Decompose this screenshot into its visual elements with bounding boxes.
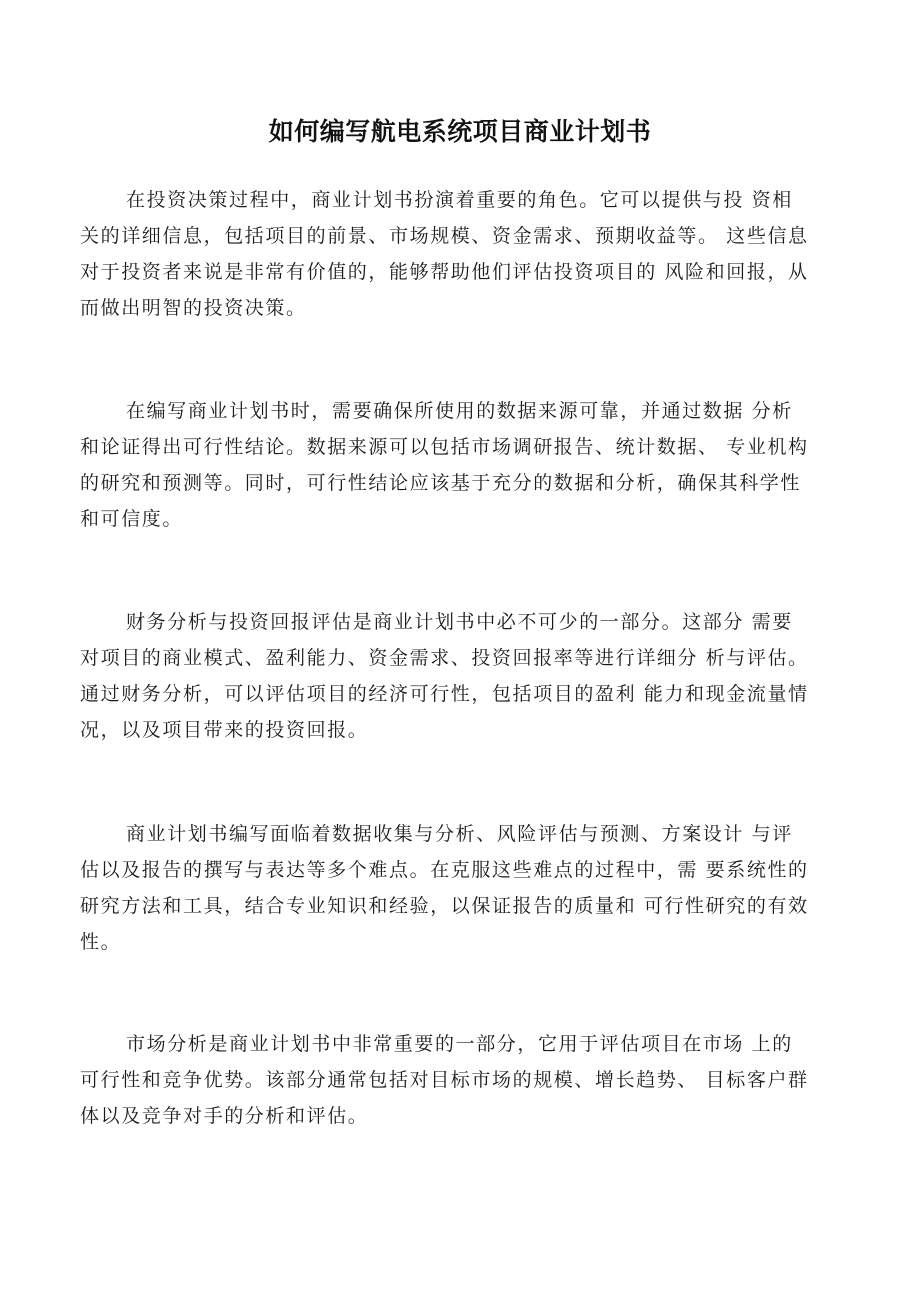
paragraph-difficulties — [80, 816, 840, 960]
paragraph-line: 对于投资者来说是非常有价值的，能够帮助他们评估投资项目的 风险和回报，从 — [80, 261, 809, 283]
paragraph-line: 关的详细信息，包括项目的前景、市场规模、资金需求、预期收益等。 这些信息 — [80, 225, 809, 247]
paragraph-line: 和可信度。 — [80, 508, 184, 530]
paragraph-line: 而做出明智的投资决策。 — [80, 297, 307, 319]
paragraph-line: 通过财务分析，可以评估项目的经济可行性，包括项目的盈利 能力和现金流量情 — [80, 683, 809, 705]
paragraph-line: 的研究和预测等。同时，可行性结论应该基于充分的数据和分析，确保其科学性 — [80, 472, 802, 494]
paragraph-line: 估以及报告的撰写与表达等多个难点。在克服这些难点的过程中，需 要系统性的 — [80, 859, 809, 881]
paragraph-market-analysis — [80, 1026, 840, 1134]
paragraph-investment-decision — [80, 182, 840, 326]
paragraph-line: 况，以及项目带来的投资回报。 — [80, 719, 369, 741]
paragraph-line: 体以及竞争对手的分析和评估。 — [80, 1105, 369, 1127]
document-title: 如何编写航电系统项目商业计划书 — [268, 117, 652, 146]
paragraph-line: 性。 — [80, 931, 122, 953]
paragraph-line: 研究方法和工具，结合专业知识和经验，以保证报告的质量和 可行性研究的有效 — [80, 895, 809, 917]
paragraph-line: 和论证得出可行性结论。数据来源可以包括市场调研报告、统计数据、 专业机构 — [80, 436, 809, 458]
paragraph-line: 在投资决策过程中，商业计划书扮演着重要的角色。它可以提供与投 资相 — [126, 189, 793, 211]
paragraph-data-sources — [80, 393, 840, 537]
paragraph-line: 财务分析与投资回报评估是商业计划书中必不可少的一部分。这部分 需要 — [126, 611, 793, 633]
paragraph-line: 在编写商业计划书时，需要确保所使用的数据来源可靠，并通过数据 分析 — [126, 400, 793, 422]
paragraph-line: 对项目的商业模式、盈利能力、资金需求、投资回报率等进行详细分 析与评估。 — [80, 647, 809, 669]
paragraph-financial-analysis — [80, 604, 840, 748]
paragraph-line: 可行性和竞争优势。该部分通常包括对目标市场的规模、增长趋势、 目标客户群 — [80, 1069, 809, 1091]
paragraph-line: 商业计划书编写面临着数据收集与分析、风险评估与预测、方案设计 与评 — [126, 823, 793, 845]
paragraph-line: 市场分析是商业计划书中非常重要的一部分，它用于评估项目在市场 上的 — [126, 1033, 793, 1055]
